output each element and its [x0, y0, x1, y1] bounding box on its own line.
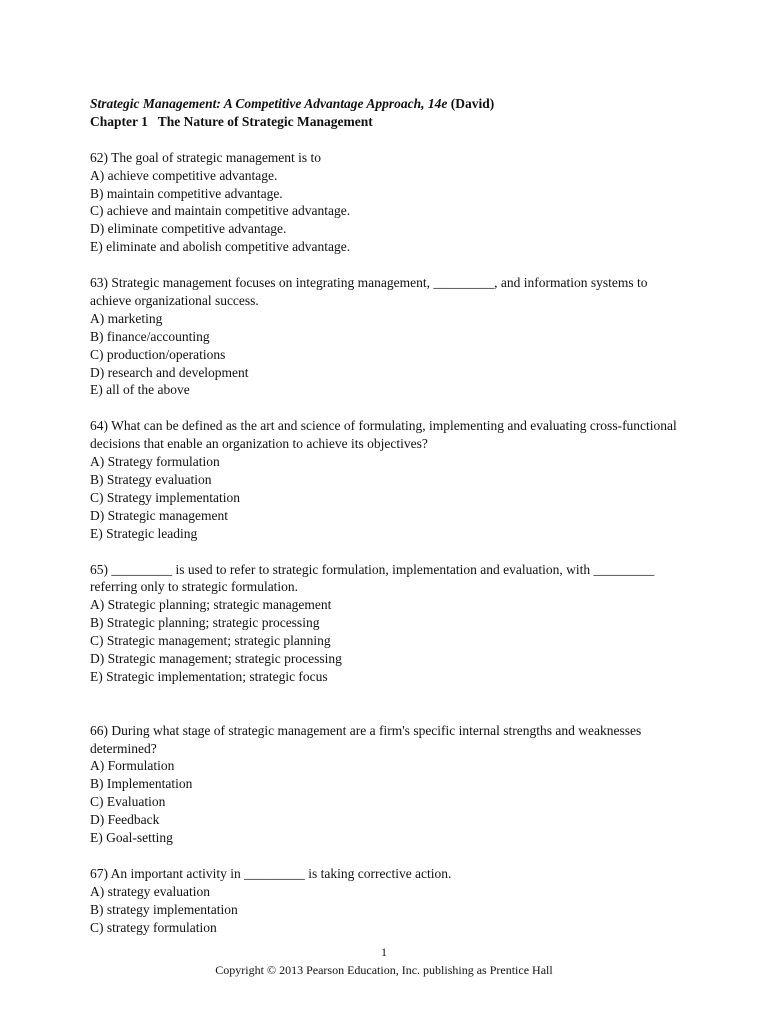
document-page: [90, 95, 690, 954]
chapter-heading: Chapter 1 The Nature of Strategic Management: [90, 113, 373, 129]
option-b: B) finance/accounting: [90, 328, 210, 344]
option-d: D) research and development: [90, 364, 249, 380]
option-a: A) achieve competitive advantage.: [90, 167, 278, 183]
option-e: E) Goal-setting: [90, 830, 173, 846]
option-b: B) Strategy evaluation: [90, 471, 212, 487]
question-62: [90, 149, 690, 256]
option-b: B) Implementation: [90, 776, 193, 792]
option-c: C) achieve and maintain competitive advantage.: [90, 203, 351, 219]
question-64: [90, 417, 690, 542]
option-e: E) eliminate and abolish competitive advantage.: [90, 239, 351, 255]
option-c: C) Strategy implementation: [90, 489, 240, 505]
option-c: C) production/operations: [90, 346, 226, 362]
book-header: [90, 95, 690, 113]
question-63: [90, 274, 690, 399]
option-d: D) Strategic management: [90, 507, 228, 523]
option-b: B) strategy implementation: [90, 901, 238, 917]
option-b: B) maintain competitive advantage.: [90, 185, 283, 201]
option-c: C) Evaluation: [90, 794, 166, 810]
option-d: D) Strategic management; strategic processing: [90, 651, 342, 667]
book-author: (David): [450, 96, 495, 111]
option-a: A) Strategy formulation: [90, 454, 220, 470]
question-text: 62) The goal of strategic management is to: [90, 149, 322, 165]
option-d: D) eliminate competitive advantage.: [90, 221, 287, 237]
question-text: 65) _________ is used to refer to strategic formulation, implementation and evaluation, with _________ referring only to strategic formulation.: [90, 561, 655, 595]
question-text: 66) During what stage of strategic management are a firm's specific internal strengths and weaknesses determined?: [90, 722, 642, 756]
book-title: Strategic Management: A Competitive Advantage Approach, 14e: [90, 96, 448, 111]
option-c: C) strategy formulation: [90, 919, 217, 935]
option-a: A) strategy evaluation: [90, 883, 210, 899]
question-text: 64) What can be defined as the art and science of formulating, implementing and evaluating cross-functional decisions that enable an organization to achieve its objectives?: [90, 418, 677, 452]
question-65: [90, 561, 690, 686]
option-a: A) marketing: [90, 310, 163, 326]
option-a: A) Formulation: [90, 758, 175, 774]
question-text: 63) Strategic management focuses on integrating management, _________, and information systems to achieve organizational success.: [90, 275, 648, 308]
option-e: E) Strategic leading: [90, 525, 198, 541]
question-67: [90, 865, 690, 937]
question-66: [90, 722, 690, 847]
option-a: A) Strategic planning; strategic management: [90, 597, 332, 613]
option-b: B) Strategic planning; strategic processing: [90, 615, 320, 631]
option-e: E) all of the above: [90, 382, 190, 398]
option-e: E) Strategic implementation; strategic focus: [90, 668, 328, 684]
copyright-notice: Copyright © 2013 Pearson Education, Inc. publishing as Prentice Hall: [215, 963, 553, 977]
page-number: 1: [381, 945, 387, 959]
option-d: D) Feedback: [90, 812, 160, 828]
option-c: C) Strategic management; strategic planning: [90, 633, 331, 649]
question-text: 67) An important activity in _________ is taking corrective action.: [90, 865, 452, 881]
